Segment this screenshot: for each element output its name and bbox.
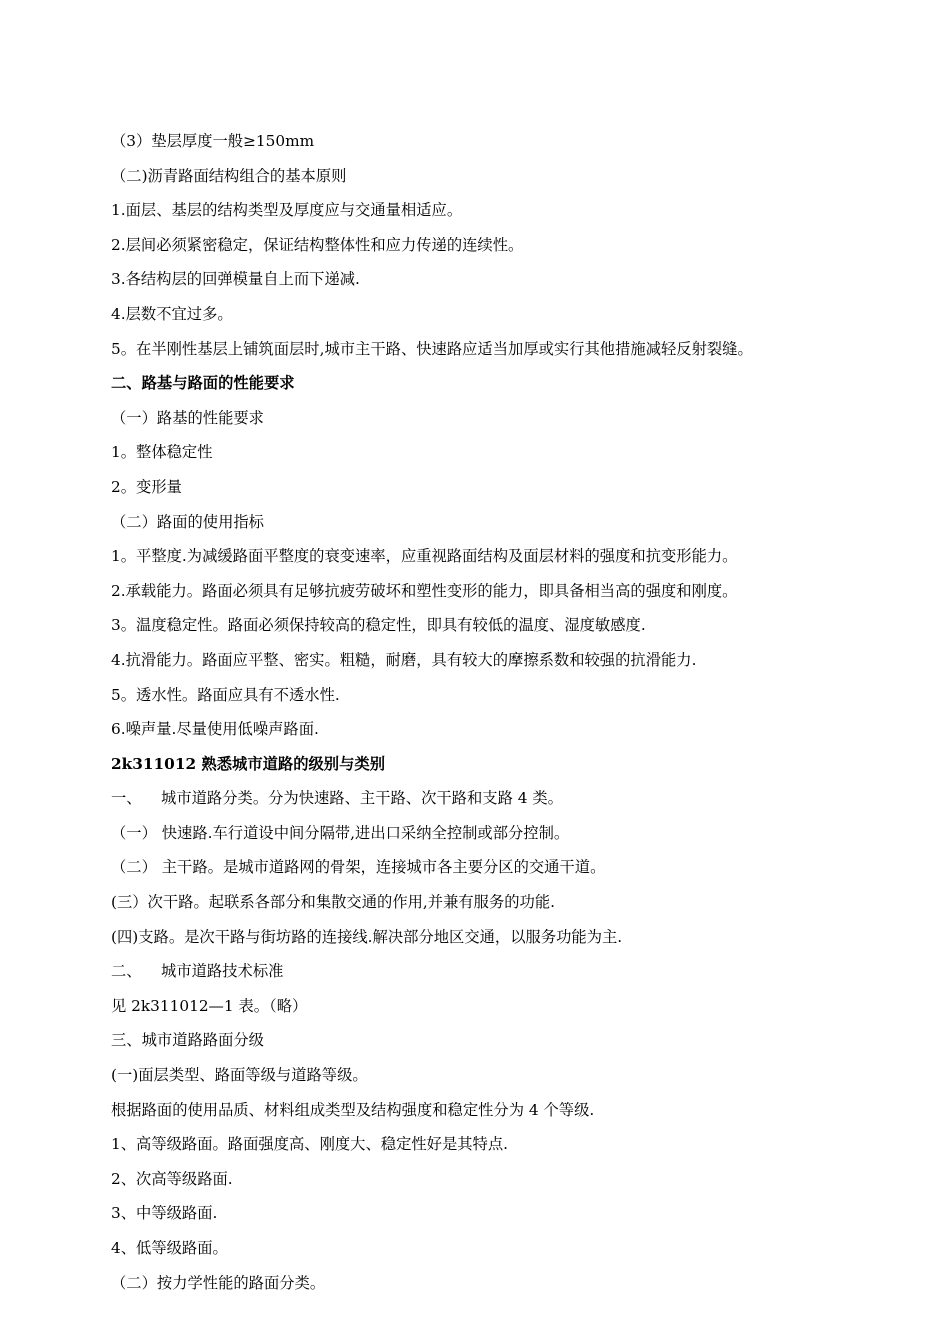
text-line: 3。温度稳定性。路面必须保持较高的稳定性，即具有较低的温度、湿度敏感度. (111, 616, 646, 635)
text-line: 1。平整度.为减缓路面平整度的衰变速率，应重视路面结构及面层材料的强度和抗变形能力。 (111, 547, 738, 566)
text-line: 2、次高等级路面. (111, 1169, 233, 1188)
text-line: (一)面层类型、路面等级与道路等级。 (111, 1066, 368, 1085)
text-line: 2.承载能力。路面必须具有足够抗疲劳破坏和塑性变形的能力，即具备相当高的强度和刚度。 (111, 581, 738, 600)
text-line: 1。整体稳定性 (111, 443, 213, 462)
document-body (111, 124, 851, 1300)
text-line: 2.层间必须紧密稳定，保证结构整体性和应力传递的连续性。 (111, 235, 524, 254)
section-heading: （二）路面的使用指标 (111, 512, 264, 531)
text-line: 1.面层、基层的结构类型及厚度应与交通量相适应。 (111, 201, 463, 220)
section-heading: （一）路基的性能要求 (111, 408, 264, 427)
text-line: 5。透水性。路面应具有不透水性. (111, 685, 340, 704)
section-title: 二、路基与路面的性能要求 (111, 374, 295, 393)
text-line: 见 2k311012—1 表。（略） (111, 996, 308, 1015)
text-line: 6.噪声量.尽量使用低噪声路面. (111, 720, 319, 739)
text-line: 3、中等级路面. (111, 1204, 218, 1223)
section-heading: 二、 城市道路技术标准 (111, 962, 284, 981)
text-line: 5。在半刚性基层上铺筑面层时,城市主干路、快速路应适当加厚或实行其他措施减轻反射裂缝。 (111, 339, 753, 358)
text-line: 4、低等级路面。 (111, 1239, 228, 1257)
section-title: 2k311012 熟悉城市道路的级别与类别 (111, 754, 385, 773)
text-line: （3）垫层厚度一般≥150mm (111, 132, 315, 150)
section-heading: （二)沥青路面结构组合的基本原则 (111, 166, 347, 185)
text-line: 4.抗滑能力。路面应平整、密实。粗糙，耐磨，具有较大的摩擦系数和较强的抗滑能力. (111, 650, 697, 669)
section-heading: 三、城市道路路面分级 (111, 1031, 264, 1050)
text-line: （二） 主干路。是城市道路网的骨架，连接城市各主要分区的交通干道。 (111, 858, 606, 877)
text-line: 4.层数不宜过多。 (111, 304, 233, 323)
text-line: （一） 快速路.车行道设中间分隔带,进出口采纳全控制或部分控制。 (111, 823, 570, 842)
section-heading: （二）按力学性能的路面分类。 (111, 1273, 326, 1292)
text-line: (三）次干路。起联系各部分和集散交通的作用,并兼有服务的功能. (111, 893, 556, 912)
text-line: 2。变形量 (111, 477, 182, 496)
text-line: 一、 城市道路分类。分为快速路、主干路、次干路和支路 4 类。 (111, 789, 563, 808)
text-line: (四)支路。是次干路与街坊路的连接线.解决部分地区交通，以服务功能为主. (111, 927, 623, 946)
text-line: 1、高等级路面。路面强度高、刚度大、稳定性好是其特点. (111, 1135, 509, 1154)
text-line: 根据路面的使用品质、材料组成类型及结构强度和稳定性分为 4 个等级. (111, 1100, 595, 1119)
text-line: 3.各结构层的回弹模量自上而下递减. (111, 270, 360, 289)
